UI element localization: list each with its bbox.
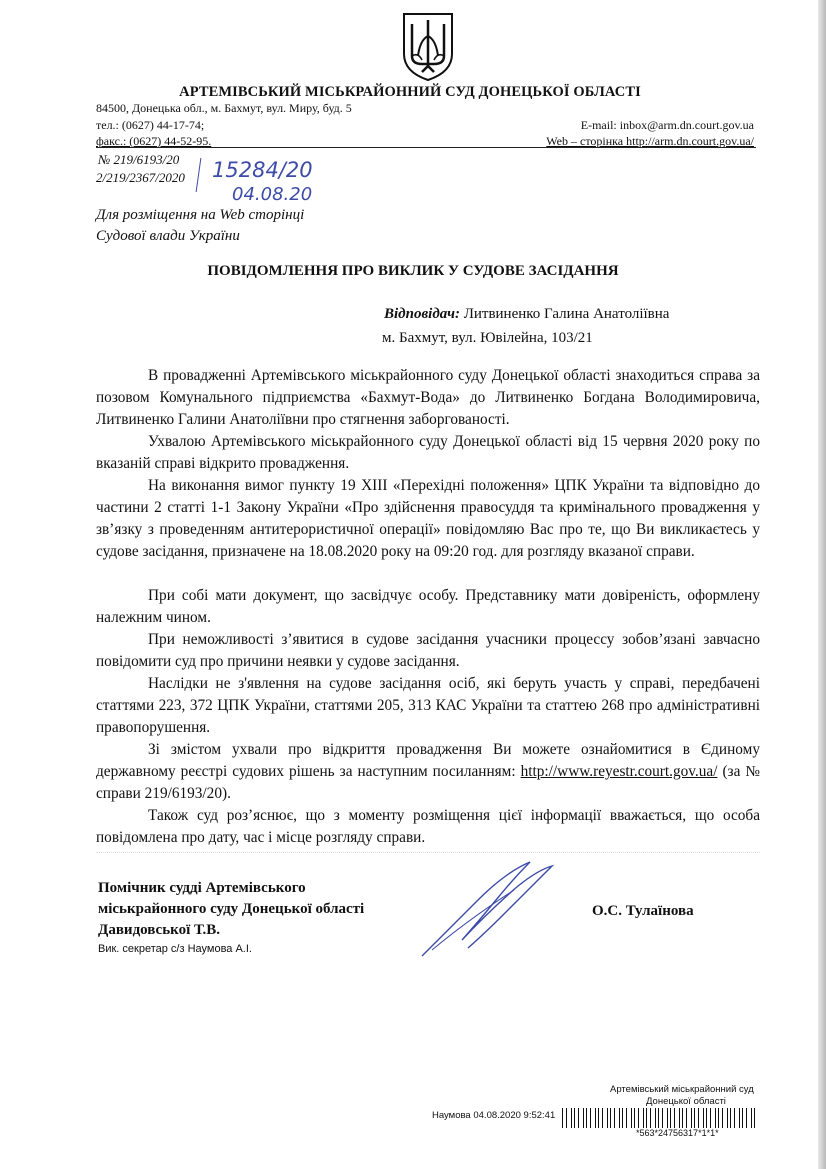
header-divider — [96, 147, 756, 148]
handwritten-date: 04.08.20 — [232, 184, 313, 205]
paragraph-documents: При собі мати документ, що засвідчує особу. Представнику мати довіреність, оформлену належним чином. — [96, 587, 760, 626]
handwritten-registration-number: 15284/20 — [212, 158, 313, 182]
paragraph-ruling: Ухвалою Артемівського міськрайонного суду Донецької області від 15 червня 2020 року по вказаній справі відкрито провадження. — [96, 433, 760, 472]
stamp-court-line2: Донецької області — [646, 1096, 726, 1107]
respondent-name: Литвиненко Галина Анатоліївна — [463, 306, 670, 322]
registry-text: Зі змістом ухвали про відкриття провадження Ви можете ознайомитися в Єдиному державному реєстрі судових рішень за наступним посиланням: — [96, 741, 760, 780]
publication-note-line1: Для розміщення на Web сторінці — [96, 207, 305, 223]
paragraph-registry — [96, 739, 760, 805]
signatory-title-line1: Помічник судді Артемівського — [98, 880, 306, 896]
respondent-label: Відповідач: — [384, 306, 460, 322]
publication-note-line2: Судової влади України — [96, 228, 240, 244]
document-title: ПОВІДОМЛЕННЯ ПРО ВИКЛИК У СУДОВЕ ЗАСІДАННЯ — [207, 263, 619, 279]
court-name: АРТЕМІВСЬКИЙ МІСЬКРАЙОННИЙ СУД ДОНЕЦЬКОЇ ОБЛАСТІ — [179, 84, 641, 100]
court-address: 84500, Донецька обл., м. Бахмут, вул. Миру, буд. 5 — [96, 101, 352, 115]
paragraph-absence: При неможливості з’явитися в судове засідання учасники процессу зобов’язані завчасно повідомити суд про причини неявки у судове засідання. — [96, 631, 760, 670]
paragraph-notice: Також суд роз’яснює, що з моменту розміщення цієї інформації вважається, що особа повідомлена про дату, час і місце розгляду справи. — [96, 807, 760, 846]
proceeding-number: 2/219/2367/2020 — [96, 170, 185, 185]
signatory-name: Давидовської Т.В. — [98, 922, 221, 938]
signer-name: О.С. Тулаїнова — [592, 903, 694, 919]
separator — [96, 852, 760, 853]
registry-link[interactable]: http://www.reyestr.court.gov.ua/ — [520, 763, 718, 780]
paragraph-proceeding: В провадженні Артемівського міськрайонного суду Донецької області знаходиться справа за позовом Комунального підприємства «Бахмут-Вода» до Литвиненко Богдана Володимировича, Литвиненко Галини Анатоліївни про стягнення заборгованості. — [96, 367, 760, 428]
barcode — [562, 1108, 760, 1128]
handwritten-signature — [418, 860, 558, 960]
respondent-line — [384, 306, 669, 323]
ukraine-coat-of-arms-icon — [398, 10, 458, 82]
respondent-address: м. Бахмут, вул. Ювілейна, 103/21 — [382, 330, 593, 346]
stamp-court-line1: Артемівський міськрайонний суд — [610, 1084, 754, 1095]
handwritten-bracket — [196, 158, 208, 192]
registry-case-ref: (за № справи 219/6193/20). — [96, 763, 760, 802]
secretary-note: Вик. секретар с/з Наумова А.І. — [98, 943, 252, 955]
stamp-registrar: Наумова 04.08.2020 9:52:41 — [432, 1110, 556, 1121]
paragraph-summons: На виконання вимог пункту 19 XIII «Перехідні положення» ЦПК України та відповідно до частини 2 статті 1-1 Закону України «Про здійснення правосуддя та кримінального провадження у зв’язку з проведенням антитерористичної операції» повідомляю Вас про те, що Ви викликаєтесь у судове засідання, призначене на 18.08.2020 року на 09:20 год. для розгляду вказаної справи. — [96, 477, 760, 560]
paragraph-consequences: Наслідки не з'явлення на судове засідання осіб, які беруть участь у справі, передбачені статтями 223, 372 ЦПК України, статтями 205, 313 КАС України та статтею 268 про адміністративні правопорушення. — [96, 675, 760, 736]
barcode-text: *563*24756317*1*1* — [636, 1128, 719, 1138]
court-email: E-mail: inbox@arm.dn.court.gov.ua — [580, 118, 754, 132]
court-website: Web – сторінка http://arm.dn.court.gov.ua/ — [546, 134, 754, 148]
case-number: № 219/6193/20 — [98, 152, 180, 167]
signatory-title-line2: міськрайонного суду Донецької області — [98, 901, 365, 917]
page-edge — [818, 0, 826, 1169]
court-phone: тел.: (0627) 44-17-74; — [96, 118, 205, 132]
court-fax: факс.: (0627) 44-52-95. — [96, 134, 212, 148]
